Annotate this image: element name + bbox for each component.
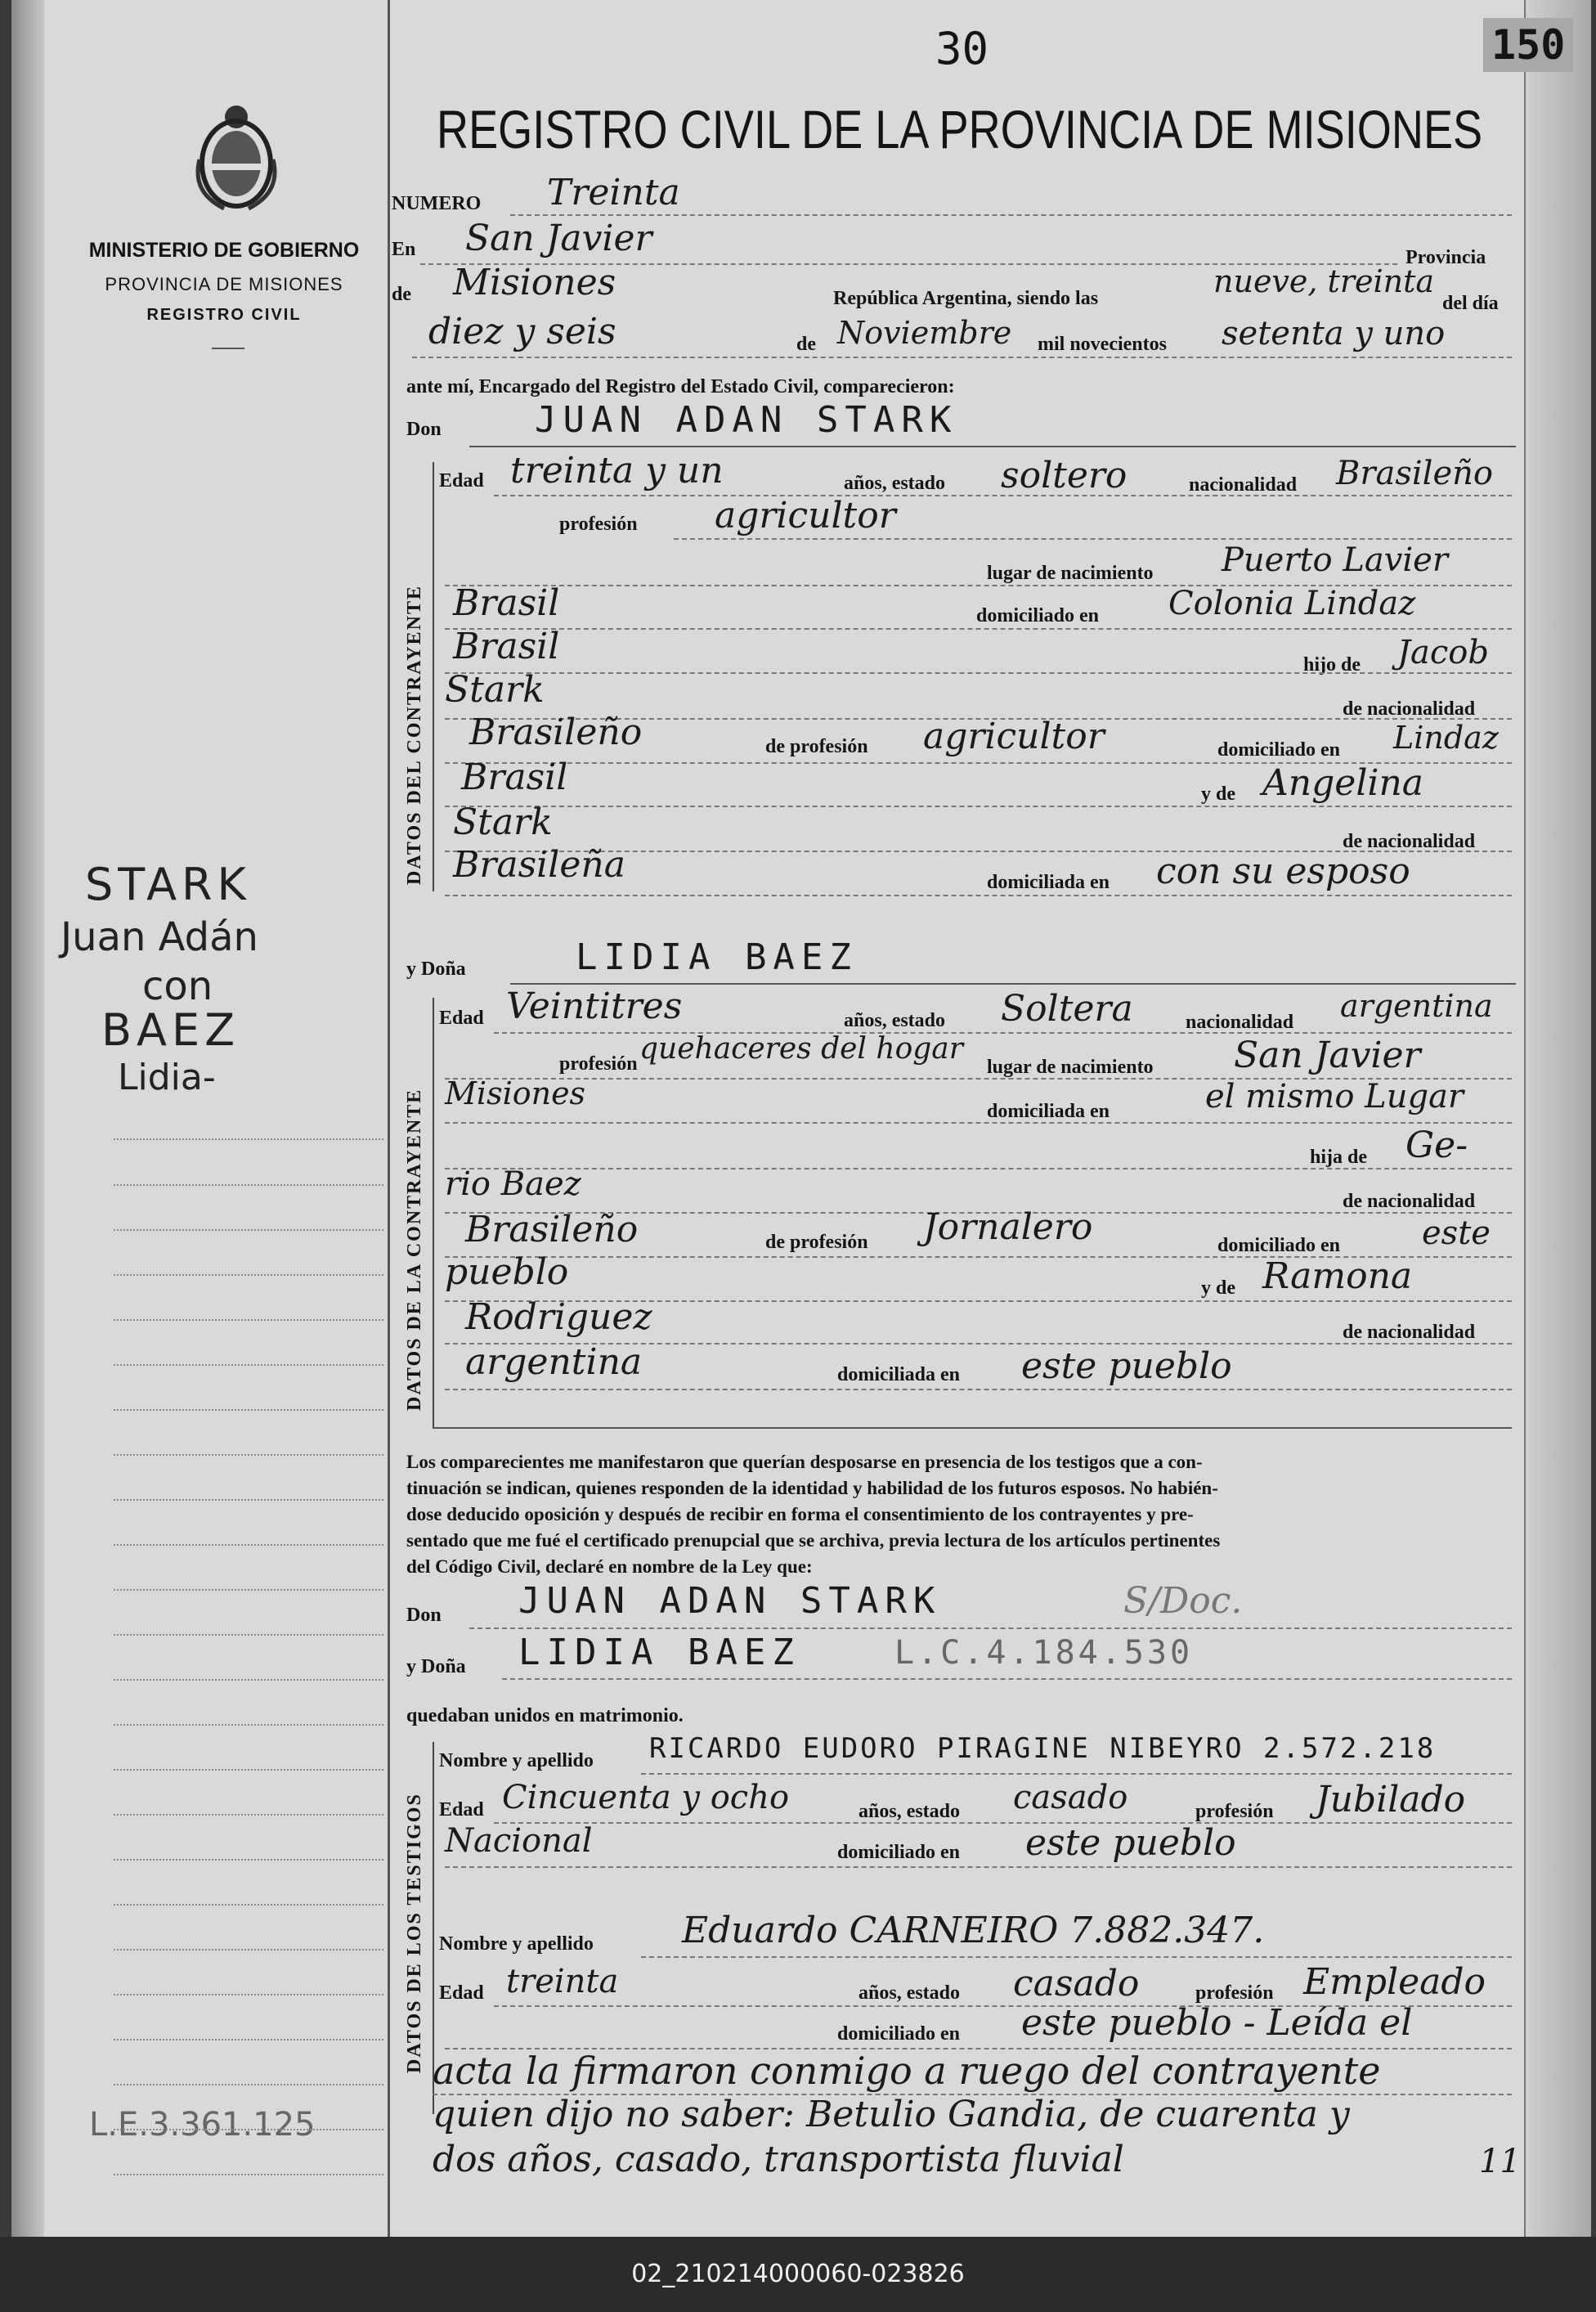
- numero-label: NUMERO: [392, 193, 482, 214]
- nac-label: nacionalidad: [1189, 474, 1298, 496]
- decl-groom-doc: S/Doc.: [1123, 1580, 1243, 1622]
- quedaban-label: quedaban unidos en matrimonio.: [406, 1705, 684, 1726]
- groom-father-nat: Brasileño: [469, 712, 643, 753]
- edad-label2: Edad: [439, 1008, 484, 1029]
- hija-label: hija de: [1310, 1147, 1368, 1168]
- rule: [494, 495, 1512, 496]
- decl-don-label: Don: [406, 1605, 442, 1626]
- rule: [641, 1956, 1512, 1958]
- groom-domicile2: Brasil: [453, 626, 560, 667]
- witness1-prof2: Nacional: [445, 1822, 593, 1860]
- rule: [469, 446, 1516, 447]
- witness2-dom: este pueblo - Leída el: [1021, 2002, 1413, 2044]
- bride-mother: Ramona: [1262, 1255, 1413, 1297]
- witness2-age: treinta: [506, 1963, 619, 2000]
- margin-given-name: Juan Adán: [61, 914, 258, 960]
- margin-surname2: BAEZ: [101, 1004, 240, 1056]
- w2-dom-label: domiciliado en: [837, 2023, 961, 2045]
- domiciliada-label2: domiciliada en: [987, 1101, 1110, 1122]
- coat-of-arms-icon: [191, 94, 281, 217]
- decl-line3: dose deducido oposición y después de recibir en forma el consentimiento de los contrayentes y pre-: [406, 1504, 1194, 1524]
- profesion-label2: profesión: [559, 1053, 638, 1075]
- groom-mother-nat: Brasileña: [453, 844, 625, 886]
- domiciliada-label: domiciliada en: [987, 872, 1110, 893]
- w2-edad-label: Edad: [439, 1982, 484, 2004]
- groom-mother: Angelina: [1262, 762, 1424, 804]
- rule: [445, 1122, 1512, 1124]
- de-prof-label2: de profesión: [765, 1232, 868, 1253]
- en-value: San Javier: [465, 218, 652, 259]
- decl-line2: tinuación se indican, quienes responden de la identidad y habilidad de los futuros esposos. No habién-: [406, 1478, 1218, 1498]
- mil-label: mil novecientos: [1038, 334, 1167, 355]
- rule: [494, 1822, 1512, 1824]
- bride-nationality: argentina: [1340, 988, 1493, 1024]
- margin-rule: [114, 1904, 383, 1906]
- page-title: REGISTRO CIVIL DE LA PROVINCIA DE MISIONES: [437, 99, 1483, 159]
- bride-birthplace: San Javier: [1234, 1035, 1421, 1076]
- groom-name: JUAN ADAN STARK: [535, 399, 958, 441]
- de-nac-label2: de nacionalidad: [1343, 831, 1476, 852]
- rule: [674, 538, 1512, 540]
- y-de-label: y de: [1201, 783, 1235, 805]
- groom-nationality: Brasileño: [1336, 455, 1493, 492]
- bride-domicile: el mismo Lugar: [1205, 1078, 1464, 1116]
- ministry-line2: PROVINCIA DE MISIONES: [105, 274, 343, 294]
- closing-mark: 11: [1479, 2143, 1521, 2180]
- year-value: setenta y uno: [1222, 315, 1446, 352]
- groom-section-label: DATOS DEL CONTRAYENTE: [404, 585, 425, 885]
- margin-rule: [114, 1544, 383, 1546]
- decl-bride-name: LIDIA BAEZ: [518, 1632, 800, 1673]
- de-nac-label4: de nacionalidad: [1343, 1322, 1476, 1343]
- rule: [445, 1389, 1512, 1390]
- margin-rule: [114, 1814, 383, 1816]
- day-value: diez y seis: [428, 311, 616, 352]
- decl-line5: del Código Civil, declaré en nombre de la Ley que:: [406, 1556, 813, 1577]
- margin-rule: [114, 2084, 383, 2085]
- profesion-label: profesión: [559, 514, 638, 535]
- groom-status: soltero: [1001, 455, 1128, 496]
- margin-rule: [114, 1184, 383, 1186]
- de-mes-label: de: [796, 334, 816, 355]
- bride-mother-dom: este pueblo: [1021, 1345, 1232, 1387]
- closing-note1: acta la firmaron conmigo a ruego del contrayente: [433, 2049, 1381, 2093]
- margin-given-name2: Lidia-: [118, 1057, 216, 1098]
- margin-rule: [114, 1589, 383, 1591]
- margin-rule: [114, 1859, 383, 1861]
- hour-value: nueve, treinta: [1213, 263, 1435, 299]
- estado-label2: años, estado: [844, 1010, 946, 1031]
- bride-profession: quehaceres del hogar: [639, 1032, 963, 1066]
- province-value: Misiones: [453, 262, 616, 303]
- lugar-label2: lugar de nacimiento: [987, 1057, 1154, 1078]
- w1-edad-label: Edad: [439, 1799, 484, 1820]
- bride-mother-nat: argentina: [465, 1341, 643, 1383]
- groom-father-dom: Lindaz: [1393, 720, 1499, 756]
- bride-father-dom2: pueblo: [445, 1251, 569, 1293]
- w1-dom-label: domiciliado en: [837, 1842, 961, 1863]
- month-value: Noviembre: [837, 315, 1012, 351]
- margin-rule: [114, 1769, 383, 1771]
- register-page: [11, 0, 1589, 2237]
- bride-section-label: DATOS DE LA CONTRAYENTE: [404, 1088, 425, 1411]
- y-dona-label: y Doña: [406, 958, 466, 980]
- rule: [445, 1168, 1512, 1169]
- nombre-label2: Nombre y apellido: [439, 1933, 594, 1955]
- margin-rule: [114, 1319, 383, 1321]
- rule: [510, 214, 1512, 216]
- margin-rule: [114, 2174, 383, 2175]
- margin-rule: [114, 1229, 383, 1231]
- rule: [641, 1773, 1512, 1775]
- bride-age: Veintitres: [506, 985, 683, 1027]
- rule: [469, 1627, 1512, 1629]
- bride-bracket: [433, 998, 434, 1427]
- decl-bride-doc: L.C.4.184.530: [894, 1634, 1194, 1672]
- margin-rule: [114, 1724, 383, 1726]
- margin-rule: [114, 1634, 383, 1636]
- w2-prof-label: profesión: [1195, 1982, 1274, 2004]
- dom-label3: domiciliado en: [1217, 1235, 1341, 1256]
- rule: [445, 628, 1512, 630]
- decl-line4: sentado que me fué el certificado prenupcial que se archiva, previa lectura de los artículos pertinentes: [406, 1530, 1221, 1551]
- margin-rule: [114, 1949, 383, 1951]
- groom-father-prof: agricultor: [923, 716, 1105, 757]
- domiciliado-label: domiciliado en: [976, 605, 1100, 626]
- don-label: Don: [406, 419, 442, 440]
- witness1-prof: Jubilado: [1316, 1779, 1466, 1820]
- margin-surname: STARK: [85, 859, 251, 910]
- margin-rule: [114, 1409, 383, 1411]
- w1-prof-label: profesión: [1195, 1801, 1274, 1822]
- bride-father-prof: Jornalero: [923, 1206, 1093, 1248]
- witness-section-label: DATOS DE LOS TESTIGOS: [404, 1793, 425, 2073]
- bride-mother2: Rodriguez: [465, 1296, 652, 1338]
- lugar-label: lugar de nacimiento: [987, 563, 1154, 584]
- groom-birthplace: Puerto Lavier: [1222, 541, 1448, 579]
- groom-mother-dom: con su esposo: [1156, 851, 1410, 892]
- hijo-label: hijo de: [1303, 654, 1361, 676]
- bride-father: Ge-: [1405, 1125, 1468, 1166]
- de-prof-label: de profesión: [765, 736, 868, 757]
- margin-doc-number: L.E.3.361.125: [89, 2106, 316, 2144]
- margin-rule: [114, 1274, 383, 1276]
- bride-name: LIDIA BAEZ: [576, 936, 858, 978]
- w1-estado-label: años, estado: [859, 1801, 961, 1822]
- groom-profession: agricultor: [715, 495, 896, 536]
- closing-note3: dos años, casado, transportista fluvial: [433, 2139, 1124, 2180]
- groom-domicile: Colonia Lindaz: [1168, 585, 1416, 622]
- bride-birthplace2: Misiones: [445, 1075, 586, 1111]
- groom-mother2: Stark: [453, 801, 553, 843]
- witness2-name: Eduardo CARNEIRO 7.882.347.: [682, 1910, 1265, 1951]
- de-nac-label3: de nacionalidad: [1343, 1191, 1476, 1212]
- rule: [445, 1866, 1512, 1868]
- witness2-prof: Empleado: [1303, 1961, 1486, 2003]
- margin-rule: [114, 1679, 383, 1681]
- stamp-number: 150: [1483, 18, 1573, 72]
- nombre-label: Nombre y apellido: [439, 1750, 594, 1771]
- republica-label: República Argentina, siendo las: [833, 288, 1099, 309]
- margin-rule: [114, 2129, 383, 2130]
- margin-column: [44, 0, 390, 2237]
- y-de-label2: y de: [1201, 1277, 1235, 1299]
- decl-groom-name: JUAN ADAN STARK: [518, 1580, 942, 1622]
- de-nac-label: de nacionalidad: [1343, 698, 1476, 720]
- ministry-line1: MINISTERIO DE GOBIERNO: [88, 239, 360, 262]
- domiciliada-label3: domiciliada en: [837, 1364, 961, 1385]
- witness1-name: RICARDO EUDORO PIRAGINE NIBEYRO 2.572.218: [649, 1732, 1437, 1765]
- decl-line1: Los comparecientes me manifestaron que querían desposarse en presencia de los testigos que a con-: [406, 1452, 1203, 1472]
- margin-rule: [114, 1454, 383, 1456]
- rule: [445, 895, 1512, 896]
- page-number: 30: [935, 23, 989, 74]
- rule: [502, 1678, 1512, 1680]
- ministry-line3: REGISTRO CIVIL: [146, 306, 302, 324]
- rule: [510, 983, 1516, 985]
- margin-rule: [114, 2039, 383, 2040]
- nac-label2: nacionalidad: [1186, 1012, 1294, 1033]
- rule: [445, 672, 1512, 674]
- ante-label: ante mí, Encargado del Registro del Estado Civil, comparecieron:: [406, 376, 955, 397]
- decl-dona-label: y Doña: [406, 1656, 466, 1677]
- rule: [433, 1427, 1512, 1429]
- groom-father-dom2: Brasil: [461, 756, 568, 798]
- groom-father: Jacob: [1397, 634, 1489, 671]
- margin-con: con: [142, 963, 213, 1009]
- witness2-status: casado: [1013, 1963, 1140, 2004]
- estado-label: años, estado: [844, 473, 946, 494]
- groom-age: treinta y un: [510, 450, 724, 492]
- de-label: de: [392, 284, 411, 305]
- witness1-dom: este pueblo: [1025, 1822, 1236, 1864]
- bride-father-nat: Brasileño: [465, 1209, 639, 1250]
- margin-rule: [114, 1138, 383, 1140]
- dom-label2: domiciliado en: [1217, 739, 1341, 761]
- del-dia-label: del día: [1442, 293, 1499, 314]
- image-id-caption: 02_210214000060-023826: [0, 2237, 1596, 2312]
- ministry-divider: [212, 348, 244, 349]
- numero-value: Treinta: [547, 172, 680, 213]
- rule: [445, 806, 1512, 807]
- w2-estado-label: años, estado: [859, 1982, 961, 2004]
- binding-edge: [11, 0, 44, 2237]
- margin-rule: [114, 1994, 383, 1996]
- witness1-status: casado: [1013, 1779, 1128, 1816]
- groom-father2: Stark: [445, 669, 545, 711]
- en-label: En: [392, 239, 416, 260]
- edad-label: Edad: [439, 470, 484, 492]
- groom-bracket: [433, 462, 434, 891]
- page-edge: [1524, 0, 1591, 2237]
- groom-birthplace2: Brasil: [453, 582, 560, 624]
- bride-father2: rio Baez: [445, 1165, 581, 1203]
- rule: [412, 357, 1512, 358]
- bride-father-dom: este: [1422, 1214, 1491, 1252]
- closing-note2: quien dijo no saber: Betulio Gandia, de cuarenta y: [433, 2094, 1350, 2135]
- margin-rule: [114, 1499, 383, 1501]
- bride-status: Soltera: [1001, 988, 1133, 1030]
- witness1-age: Cincuenta y ocho: [502, 1779, 790, 1816]
- margin-rule: [114, 1364, 383, 1366]
- provincia-label: Provincia: [1405, 247, 1486, 268]
